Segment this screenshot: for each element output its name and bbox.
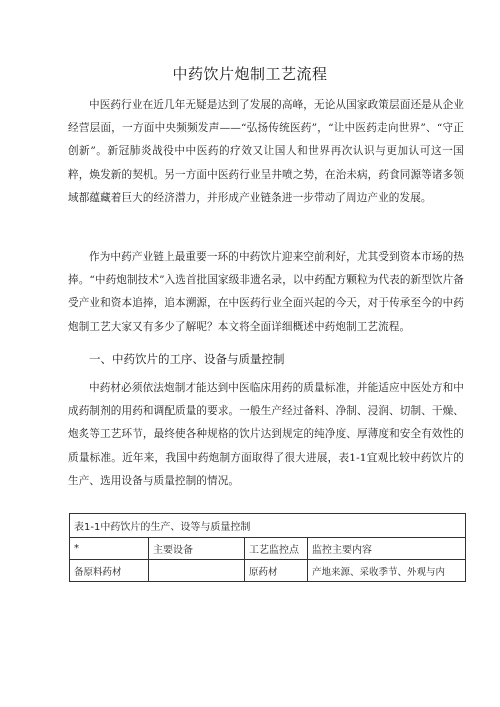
table-cell: 产地来源、采收季节、外观与内	[308, 560, 466, 582]
section-heading: 一、中药饮片的工序、设备与质量控制	[89, 352, 285, 366]
table-cell: 原药材	[245, 560, 308, 582]
table-header-cell: *	[70, 538, 149, 560]
paragraph-1: 中医药行业在近几年无疑是达到了发展的高峰，无论从国家政策层面还是从企业经营层面，一方面中央频频发声——“弘扬传统医药”，“让中医药走向世界”、“守正创新”。新冠肺炎战役中中医药的疗效又让国人和世界再次认识与更加认可这一国粹，焕发新的契机。另一方面中医药行业呈井喷之势，在治未病，药食同源等诸多领域都蕴藏着巨大的经济潜力，并形成产业链条进一步带动了周边产业的发展。	[68, 99, 464, 204]
paragraph-2: 作为中药产业链上最重要一环的中药饮片迎来空前利好，尤其受到资本市场的热捧。“中药炮制技术”入选首批国家级非遗名录，以中药配方颗粒为代表的新型饮片备受产业和资本追捧，追本溯源，在中医药行业全面兴起的今天，对于传承至今的中药炮制工艺大家又有多少了解呢？本文将全面详细概述中药炮制工艺流程。	[68, 251, 465, 333]
table-row	[70, 560, 466, 582]
table-caption-row	[70, 514, 466, 538]
table-header-row	[70, 538, 466, 560]
table-cell: 备原料药材	[70, 560, 149, 582]
table-caption: 表1-1中药饮片的生产、设等与质量控制	[70, 514, 466, 538]
paragraph-3: 中药材必须依法炮制才能达到中医临床用药的质量标准，并能适应中医处方和中成药制剂的用药和调配质量的要求。一般生产经过备料、净制、浸润、切制、干燥、炮炙等工艺环节，最终使各种规格的饮片达到规定的纯净度、厚薄度和安全有效性的质量标准。近年来，我国中药炮制方面取得了很大进展，表1-1宜观比较中药饮片的生产、选用设备与质量控制的情况。	[68, 382, 464, 487]
table-header-cell: 监控主要内容	[308, 538, 466, 560]
document-title: 中药饮片炮制工艺流程	[172, 65, 328, 83]
table-header-cell: 主要设备	[149, 538, 245, 560]
table-cell	[149, 560, 245, 582]
table-header-cell: 工艺监控点	[245, 538, 308, 560]
process-table	[69, 513, 466, 582]
